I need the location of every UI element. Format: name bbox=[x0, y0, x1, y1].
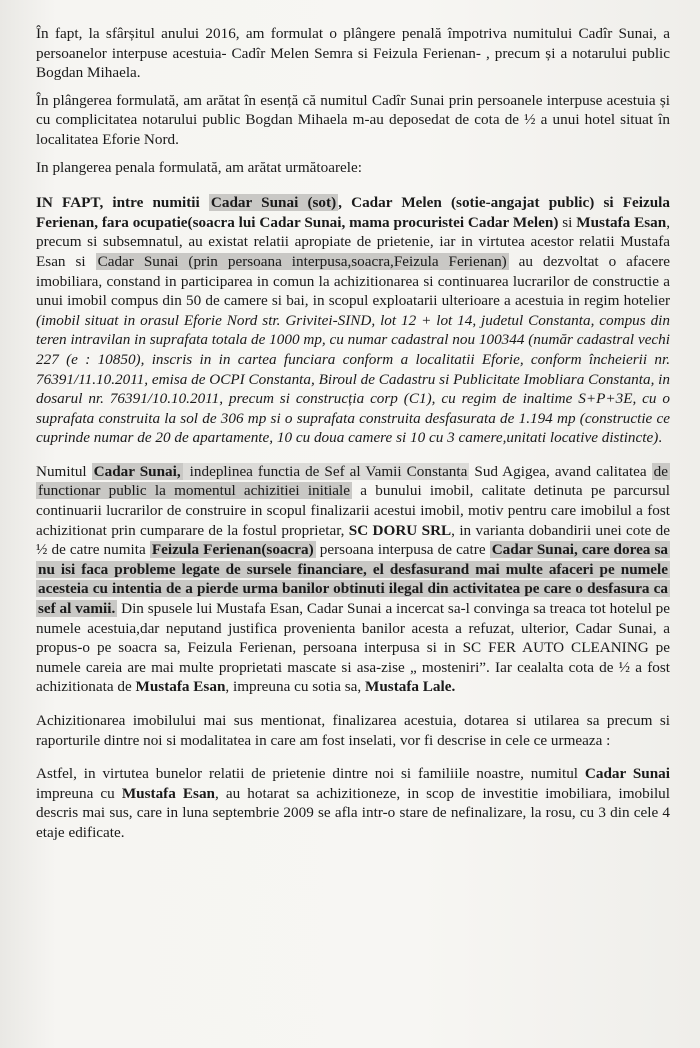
p7-mustafa-esan: Mustafa Esan bbox=[121, 784, 215, 802]
paragraph-astfel bbox=[36, 764, 670, 842]
p2-fraction: ½ bbox=[524, 111, 536, 129]
paragraph-achizitionarea: Achizitionarea imobilului mai sus mentionat, finalizarea acestuia, dotarea si utilarea sa precum si raporturile dintre noi si modalitatea in care am fost inselati, vor fi descrise in cele ce urmeaza : bbox=[36, 712, 670, 749]
p4-text-2: , intre numitii bbox=[99, 194, 209, 212]
p4-text-11: . bbox=[658, 429, 663, 447]
p7-text-1: Astfel, in virtutea bunelor relatii de prietenie dintre noi si familiile noastre, numitul bbox=[36, 765, 585, 783]
p5-text-6: a bunului imobil, calitate detinuta pe parcursul continuarii lucrarilor de construire in scopul finalizarii acestui imobil, motiv pentru care imobilul a fost achizitionat prin cumparare de la fostul proprietar, bbox=[36, 482, 670, 539]
p5-text-10: persoana interpusa de catre bbox=[315, 541, 490, 559]
p4-text-7: , precum si subsemnatul, au existat relatii apropiate de prietenie, iar in virtutea acestor relatii Mustafa Esan si bbox=[36, 213, 670, 270]
p2-text-a: În plângerea formulată, am arătat în esență că numitul Cadîr Sunai prin persoanele interpuse acestuia și cu complicitatea notarului public Bogdan Mihaela m-au deposedat de cota de bbox=[36, 91, 670, 129]
p5-mustafa-lale: Mustafa Lale. bbox=[365, 678, 456, 696]
p5-text-4: Sud Agigea, avand calitatea bbox=[469, 462, 652, 480]
paragraph-intro: În fapt, la sfârșitul anului 2016, am formulat o plângere penală împotriva numitului Cadîr Sunai, a persoanelor interpuse acestuia- Cadîr Melen Semra si Feizula Ferienan- , precum și a notarului public Bogdan Mihaela. bbox=[36, 25, 670, 82]
p5-highlight-sef-vama: indeplinea functia de Sef al Vamii Constanta bbox=[184, 462, 468, 480]
paragraph-lead-in: In plangerea penala formulată, am arătat următoarele: bbox=[36, 158, 362, 176]
p7-cadar-sunai: Cadar Sunai bbox=[584, 765, 670, 783]
p4-highlight-cadar-sunai: Cadar Sunai (sot) bbox=[210, 194, 337, 212]
p7-text-5: , au hotarat sa achizitioneze, in scop de investitie imobiliara, imobilul descris mai sus, care in luna septembrie 2009 se afla intr-o stare de nefinalizare, la rosu, cu 3 din cele 4 etaje edificate. bbox=[36, 784, 670, 841]
p5-text-12: Din spusele lui Mustafa Esan, Cadar Sunai a incercat sa-l convinga sa treaca tot hotelul pe numele acestuia,dar neputand justifica provenienta banilor acesta a refuzat, ulterior, Cadar Sunai, a propus-o pe soacra sa, Feizula Ferienan, persoana interpusa si in SC FER AUTO CLEANING pe numele careia are mai multe proprietati mascate si asa-zise „ mosteniri”. Iar cealalta cota de ½ a fost achizitionata de bbox=[36, 600, 670, 696]
p4-property-details: (imobil situat in orasul Eforie Nord str. Grivitei-SIND, lot 12 + lot 14, judetul Constanta, compus din teren intravilan in suprafata totala de 1000 mp, cu numar cadastral nou 100344 (număr cadastral vechi 227 (e : 10850), inscris in in cartea funciara conform a localitatii Eforie, conform încheierii nr. 76391/11.10.2011, emisa de OCPI Constanta, Biroul de Cadastru si Publicitate Imobliara Constanta, in dosarul nr. 76391/10.10.2011, precum si construcția corp (C1), cu regim de inaltime S+P+3E, cu o suprafata construita la sol de 306 mp si o suprafata construita desfasurata de 1.194 mp (constructie ce cuprinde numar de 20 de apartamente, 10 cu doua camere si 10 cu 3 camere,unitati locative distincte) bbox=[36, 311, 670, 447]
p5-highlight-feizula: Feizula Ferienan(soacra) bbox=[151, 541, 314, 559]
p5-highlight-functionar: de functionar public la momentul achizitiei initiale bbox=[38, 462, 669, 500]
p4-highlight-interpusa: Cadar Sunai (prin persoana interpusa,soacra,Feizula Ferienan) bbox=[97, 252, 507, 270]
p5-sc-doru: SC DORU SRL bbox=[348, 521, 452, 539]
p7-text-3: impreuna cu bbox=[36, 784, 122, 802]
p5-text-1: Numitul bbox=[36, 462, 92, 480]
p5-highlight-cadar-sunai: Cadar Sunai, bbox=[93, 462, 181, 480]
p4-text-9: au dezvoltat o afacere imobiliara, constand in participarea in comun la achizitionarea si continuarea lucrarilor de constructie a unui imobil compus din 50 de camere si bai, in scopul exploatarii ulterioare a acestuia in regim hotelier bbox=[36, 252, 670, 310]
p4-mustafa-esan: Mustafa Esan bbox=[576, 213, 667, 231]
p5-mustafa-esan: Mustafa Esan bbox=[135, 678, 226, 696]
p5-text-8: , in varianta dobandirii unei cote de ½ de catre numita bbox=[36, 521, 670, 559]
p4-heading: IN FAPT bbox=[36, 194, 100, 212]
p5-text-14: , impreuna cu sotia sa, bbox=[225, 678, 365, 696]
paragraph-numitul bbox=[36, 462, 670, 697]
p2-text-b: a unui hotel situat în localitatea Eforie Nord. bbox=[36, 111, 670, 148]
paragraph-complaint-summary bbox=[36, 91, 670, 150]
p5-highlight-motive: Cadar Sunai, care dorea sa nu isi faca probleme legate de sursele financiare, el desfasurand mai multe afaceri pe numele acesteia cu intentia de a pierde urma banilor obtinuti ilegal din activitatea pe care o desfasura ca sef al vamii. bbox=[38, 541, 669, 618]
p4-text-4: , Cadar Melen (sotie-angajat public) si Feizula Ferienan, fara ocupatie(soacra lui Cadar Sunai, mama procuristei Cadar Melen) bbox=[36, 194, 670, 231]
p4-text-5: si bbox=[558, 213, 577, 231]
paragraph-in-fapt bbox=[36, 193, 670, 448]
